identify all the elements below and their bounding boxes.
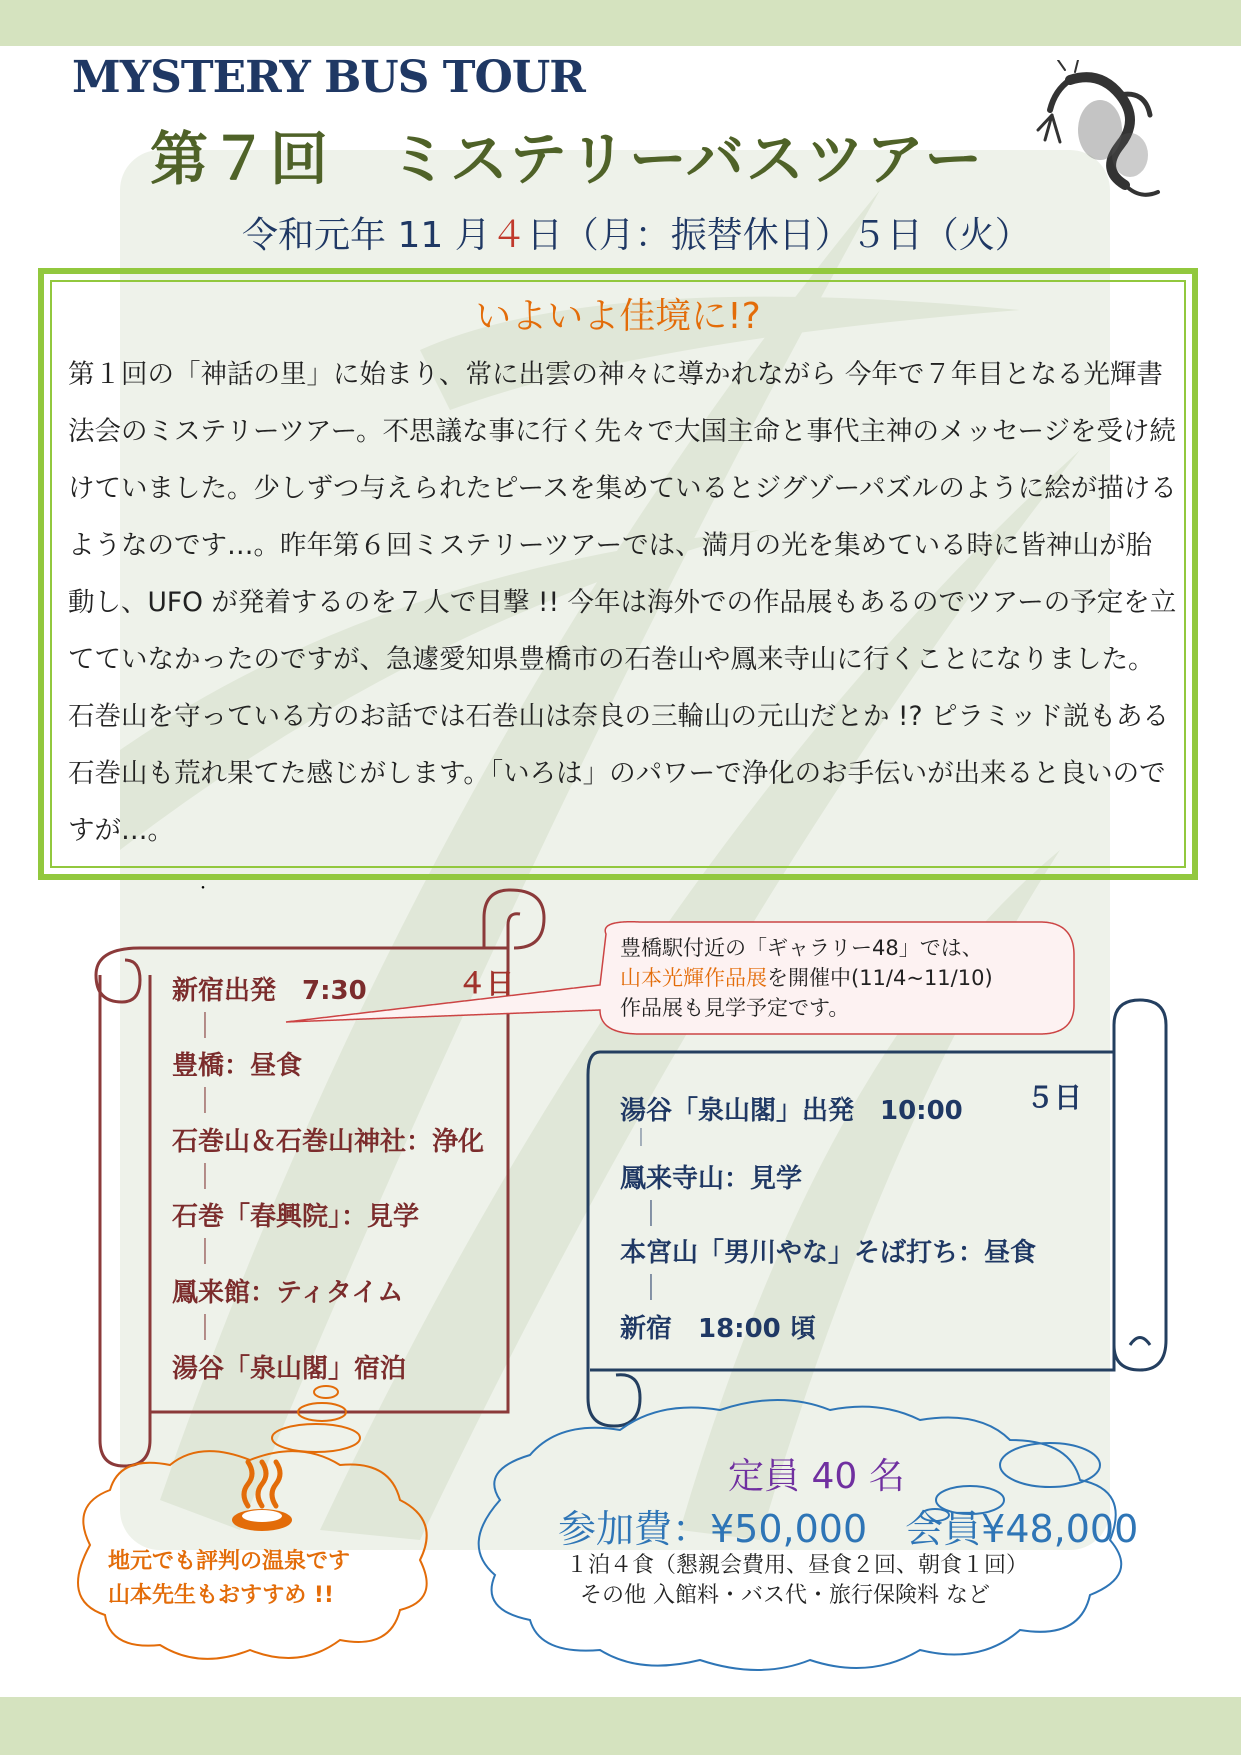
connector-line: ｜ (192, 1012, 219, 1042)
connector-line: ｜ (638, 1274, 665, 1304)
intro-heading: いよいよ佳境に!? (475, 296, 761, 337)
gallery-note: 豊橋駅付近の「ギャラリー48」では、 山本光輝作品展を開催中(11/4~11/10) 作品展も見学予定です。 (620, 936, 993, 1020)
day5-label: ５日 (1026, 1081, 1083, 1114)
day5-item-4: 新宿 18:00 頃 (620, 1314, 816, 1344)
capacity: 定員 40 名 (728, 1456, 905, 1497)
connector-line: ｜ (192, 1314, 219, 1344)
day4-item-5: 鳳来館：ティタイム (172, 1278, 404, 1308)
day5-scroll (588, 1000, 1166, 1426)
connector-line: ｜ (192, 1238, 219, 1268)
intro-body: 第１回の「神話の里」に始まり、常に出雲の神々に導かれながら 今年で７年目となる光輝書法会のミステリーツアー。不思議な事に行く先々で大国主命と事代主神のメッセージを受け続けていました。少しずつ与えられたピースを集めているとジグゾーパズルのように絵が描けるようなのです…。昨年第６回ミステリーツアーでは、満月の光を集めている時に皆神山が胎動し、UFO が発着するのを７人で目撃 !! 今年は海外での作品展もあるのでツアーの予定を立てていなかったのですが、急遽愛知県豊橋市の石巻山や鳳来寺山に行くことになりました。石巻山を守っている方のお話では石巻山は奈良の三輪山の元山だとか !? ピラミッド説もある石巻山も荒れ果てた感じがします。「いろは」のパワーで浄化のお手伝いが出来ると良いのですが…。 (68, 359, 1177, 846)
day5-item-3: 本宮山「男川やな」そば打ち：昼食 (620, 1238, 1037, 1268)
english-title: MYSTERY BUS TOUR (72, 52, 585, 103)
connector-line: ｜ (192, 1087, 219, 1117)
day4-item-6: 湯谷「泉山閣」宿泊 (172, 1354, 407, 1384)
fee-note-2: その他 入館料・バス代・旅行保険料 など (580, 1583, 990, 1608)
day4-item-4: 石巻「春興院」：見学 (172, 1202, 420, 1232)
day4-item-1: 新宿出発 7:30 (172, 976, 367, 1006)
stray-dot: ・ (196, 881, 210, 897)
connector-line: ｜ (638, 1200, 665, 1230)
connector-line: ｜ (632, 1128, 650, 1149)
day5-item-2: 鳳来寺山：見学 (620, 1164, 803, 1194)
fee-note-1: １泊４食（懇親会費用、昼食２回、朝食１回） (566, 1553, 1029, 1578)
day4-label: ４日 (458, 967, 515, 1000)
participation-fee: 参加費：¥50,000 会員¥48,000 (558, 1507, 1139, 1551)
day5-item-1: 湯谷「泉山閣」出発 10:00 (620, 1096, 963, 1126)
japanese-title: 第７回 ミステリーバスツアー (150, 125, 985, 193)
tour-date: 令和元年 11 月４日（月：振替休日）５日（火） (242, 215, 1031, 256)
onsen-note: 地元でも評判の温泉です 山本先生もおすすめ !! (108, 1549, 351, 1608)
day4-item-2: 豊橋：昼食 (172, 1051, 303, 1081)
onsen-icon (232, 1462, 292, 1531)
connector-line: ｜ (192, 1163, 219, 1193)
day4-item-3: 石巻山＆石巻山神社：浄化 (172, 1127, 485, 1157)
